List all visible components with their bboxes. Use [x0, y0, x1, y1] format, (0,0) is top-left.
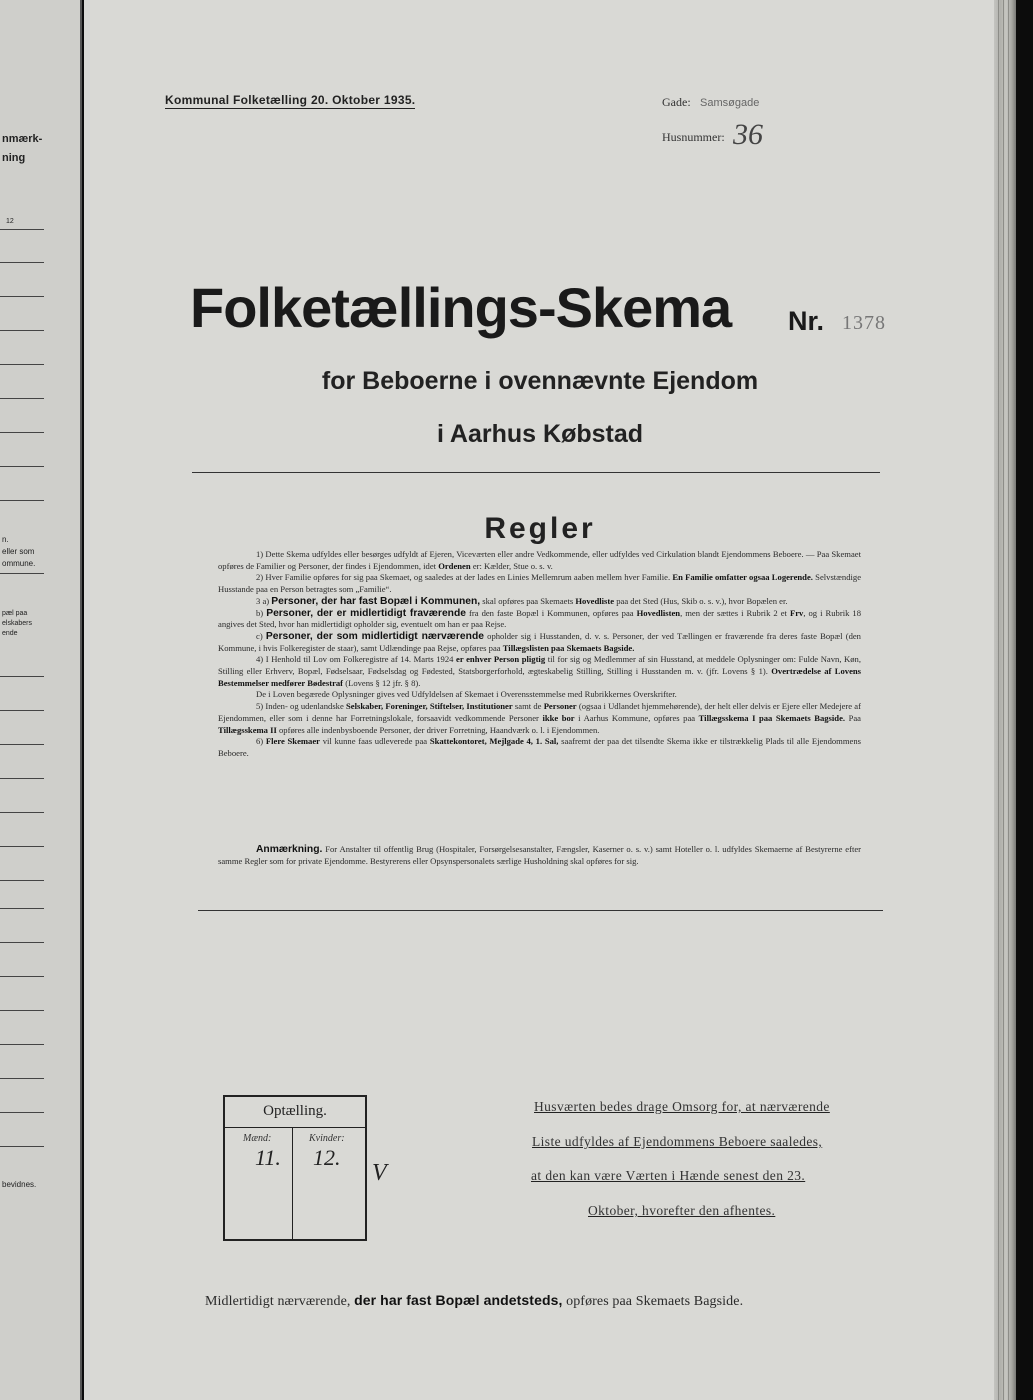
rule-1: 1) Dette Skema udfyldes eller besørges udfyldt af Ejeren, Viceværten eller andre Vedkommende, eller udfyldes ved Cirkulation blandt Ejendommens Beboere. — Paa Skemaet opføres de Familier og Personer, der findes i Ejendommen, idet Ordenen er: Kælder, Stue o. s. v.	[218, 549, 861, 571]
instruction-line: at den kan være Værten i Hænde senest den 23.	[531, 1168, 806, 1183]
instruction-line: Oktober, hvorefter den afhentes.	[588, 1203, 776, 1218]
left-fragment: pæl paa	[2, 610, 28, 617]
form-title: Folketællings-Skema	[190, 276, 732, 339]
check-mark: V	[372, 1160, 387, 1186]
footer-note: Midlertidigt nærværende, der har fast Bopæl andetsteds, opføres paa Skemaets Bagside.	[205, 1292, 744, 1309]
men-label: Mænd:	[243, 1133, 272, 1144]
instruction-line: Husværten bedes drage Omsorg for, at nærværende	[534, 1099, 830, 1114]
form-number-label: Nr.	[788, 306, 825, 336]
rule-2: 2) Hver Familie opføres for sig paa Skemaet, og saaledes at der lades en Linies Mellemrum aaben mellem hver Familie. En Familie omfatter ogsaa Logerende. Selvstændige Husstande paa en Person betragtes som „Familie“.	[218, 572, 862, 595]
form-subtitle: for Beboerne i ovennævnte Ejendom	[321, 367, 759, 395]
rule-5: 5) Inden- og udenlandske Selskaber, Foreninger, Stiftelser, Institutioner samt de Personer (ogsaa i Udlandet hjemmehørende), der helt eller delvis er Ejere eller Medejere af Ejendommen, eller som i denne har Forretningslokale, forsaavidt vedkommende Personer ikke bor i Aarhus Kommune, opføres paa Tillægsskema I paa Skemaets Bagside. Paa Tillægsskema II opføres alle indenbysboende Personer, der driver Forretning, Haandværk o. l. i Ejendommen.	[218, 701, 861, 735]
left-fragment: nmærk-	[2, 133, 43, 145]
street-value: Samsøgade	[700, 97, 760, 109]
remark-paragraph	[218, 844, 861, 867]
rule-3b: b) Personer, der er midlertidigt fraværende fra den faste Bopæl i Kommunen, opføres paa Hovedlisten, men der sættes i Rubrik 2 et Frv, og i Rubrik 18 angives det Sted, hvor han midlertidigt opholder sig, eventuelt om han er paa Rejse.	[218, 607, 862, 630]
form-number-value: 1378	[842, 312, 886, 334]
count-table	[223, 1095, 367, 1241]
women-label: Kvinder:	[309, 1133, 345, 1144]
left-fragment: eller som	[2, 547, 35, 556]
remark-text: For Anstalter til offentlig Brug (Hospitaler, Forsørgelsesanstalter, Fængsler, Kaserner o. s. v.) samt Hoteller o. l. udfyldes Skemaerne af Bestyrerne efter samme Regler som for private Ejendomme. Bestyrerens eller Opsynspersonalets særlige Husholdning skal opføres for sig.	[218, 844, 862, 866]
left-facing-page	[0, 0, 82, 1400]
rule-3a: 3 a) Personer, der har fast Bopæl i Kommunen, skal opføres paa Skemaets Hovedliste paa det Sted (Hus, Skib o. s. v.), hvor Bopælen er.	[256, 595, 788, 607]
count-title: Optælling.	[263, 1103, 327, 1119]
rule-3c: c) Personer, der som midlertidigt nærværende opholder sig i Husstanden, d. v. s. Personer, der ved Tællingen er fraværende fra deres faste Bopæl (den Kommune, i hvis Folkeregister de staar), samt Udlændinge paa Rejse, opføres paa Tillægslisten paa Skemaets Bagside.	[218, 630, 861, 653]
left-fragment: ning	[2, 152, 26, 164]
divider	[198, 910, 883, 911]
rule-6: 6) Flere Skemaer vil kunne faas udleverede paa Skattekontoret, Mejlgade 4, 1. Sal, saafremt der paa det tilsendte Skema ikke er tilstrækkelig Plads til alle Ejendommens Beboere.	[218, 736, 861, 758]
left-fragment: bevidnes.	[2, 1180, 37, 1189]
rule-4: 4) I Henhold til Lov om Folkeregistre af 14. Marts 1924 er enhver Person pligtig til for sig og Medlemmer af sin Husstand, at meddele Oplysninger om: Fulde Navn, Køn, Stilling eller Erhverv, Bopæl, Fødselsaar, Fødselsdag og Fødested, Statsborgerforhold, ægteskabelig Stilling, Stilling i Husstanden m. v. (jfr. Lovens § 1). Overtrædelse af Lovens Bestemmelser medfører Bødestraf (Lovens § 12 jfr. § 8).	[218, 654, 862, 688]
rules-heading: Regler	[484, 512, 596, 545]
divider	[192, 472, 880, 473]
rule-4-continued: De i Loven begærede Oplysninger gives ved Udfyldelsen af Skemaet i Overensstemmelse med Rubrikkernes Overskrifter.	[256, 689, 677, 700]
census-header: Kommunal Folketælling 20. Oktober 1935.	[165, 93, 416, 107]
left-fragment: ommune.	[2, 559, 36, 568]
house-number-label: Husnummer:	[662, 130, 725, 144]
left-fragment: n.	[2, 535, 9, 544]
left-fragment: 12	[6, 218, 14, 225]
left-fragment: elskabers	[2, 620, 32, 627]
form-subtitle-city: i Aarhus Købstad	[436, 420, 644, 448]
house-number-value: 36	[733, 118, 763, 151]
instruction-line: Liste udfyldes af Ejendommens Beboere saaledes,	[532, 1134, 823, 1149]
remark-label: Anmærkning.	[256, 844, 323, 855]
men-count: 11.	[255, 1145, 281, 1170]
women-count: 12.	[313, 1145, 341, 1170]
page-stack-edge	[994, 0, 1016, 1400]
left-fragment: ende	[2, 630, 18, 637]
street-label: Gade:	[662, 95, 691, 109]
rules-text	[218, 549, 861, 760]
